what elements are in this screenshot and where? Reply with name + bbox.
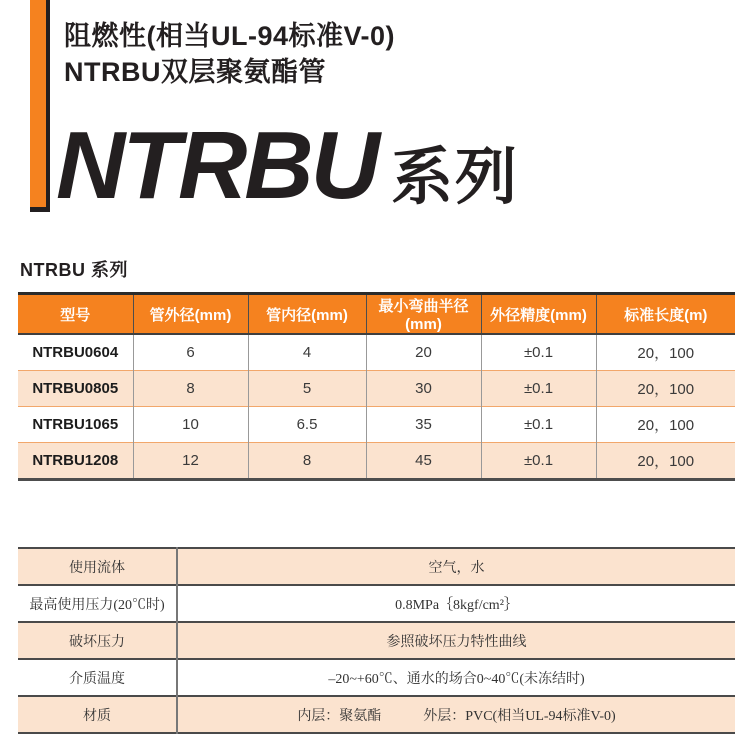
- cell-od-tolerance: ±0.1: [481, 407, 596, 443]
- cell-model: NTRBU0604: [32, 344, 119, 361]
- table-row: [18, 407, 735, 443]
- cell-outer-diameter: 6: [133, 334, 248, 371]
- cell-outer-diameter: 10: [133, 407, 248, 443]
- table-row: [18, 334, 735, 371]
- column-header-min-bend-radius: 最小弯曲半径(mm): [366, 294, 481, 335]
- spec-table-section-title: NTRBU 系列: [20, 260, 128, 280]
- cell-od-tolerance: ±0.1: [481, 371, 596, 407]
- page-title-series-label: 系列: [390, 143, 519, 212]
- header-line-2: NTRBU双层聚氨酯管: [64, 57, 326, 87]
- cell-standard-length: 20，100: [596, 443, 735, 480]
- property-label-max-pressure: 最高使用压力(20℃时): [18, 585, 177, 622]
- cell-inner-diameter: 4: [248, 334, 366, 371]
- cell-od-tolerance: ±0.1: [481, 334, 596, 371]
- cell-model: NTRBU1065: [18, 407, 133, 443]
- property-row: [18, 622, 735, 659]
- table-row: [18, 371, 735, 407]
- property-value-fluid: 空气，水: [177, 548, 735, 585]
- property-value-media-temperature: –20~+60℃、通水的场合0~40℃(未冻结时): [177, 659, 735, 696]
- cell-min-bend-radius: 35: [366, 407, 481, 443]
- property-value-burst-pressure: 参照破坏压力特性曲线: [177, 622, 735, 659]
- property-label-burst-pressure: 破坏压力: [18, 622, 177, 659]
- cell-model: NTRBU1208: [18, 443, 133, 480]
- property-row: [18, 548, 735, 585]
- column-header-inner-diameter: 管内径(mm): [248, 294, 366, 335]
- cell-od-tolerance: ±0.1: [481, 443, 596, 480]
- cell-inner-diameter: 6.5: [248, 407, 366, 443]
- property-label-material: 材质: [18, 696, 177, 733]
- property-row: [18, 585, 735, 622]
- column-header-standard-length: 标准长度(m): [596, 294, 735, 335]
- cell-outer-diameter: 8: [133, 371, 248, 407]
- column-header-outer-diameter: 管外径(mm): [133, 294, 248, 335]
- cell-min-bend-radius: 30: [366, 371, 481, 407]
- cell-standard-length: 20，100: [596, 371, 735, 407]
- spec-table-header-row: [18, 294, 735, 335]
- cell-standard-length: 20，100: [596, 407, 735, 443]
- property-table: [18, 547, 735, 734]
- property-value-max-pressure: 0.8MPa｛8kgf/cm²｝: [177, 585, 735, 622]
- property-row: [18, 696, 735, 733]
- property-value-material: 内层：聚氨酯 外层：PVC(相当UL-94标准V-0): [177, 696, 735, 733]
- column-header-model: 型号: [18, 294, 133, 335]
- spec-table: [18, 292, 735, 481]
- property-label-fluid: 使用流体: [18, 548, 177, 585]
- header-subtitle: [64, 18, 395, 90]
- orange-accent-bar: [30, 0, 50, 212]
- cell-outer-diameter: 12: [133, 443, 248, 480]
- cell-standard-length: 20，100: [596, 334, 735, 371]
- column-header-od-tolerance: 外径精度(mm): [481, 294, 596, 335]
- cell-model: NTRBU0805: [18, 371, 133, 407]
- page-title-series-code: NTRBU: [56, 112, 377, 219]
- cell-min-bend-radius: 20: [366, 334, 481, 371]
- header-line-1: 阻燃性(相当UL-94标准V-0): [64, 21, 396, 51]
- property-label-media-temperature: 介质温度: [18, 659, 177, 696]
- page-title: [56, 112, 519, 219]
- cell-inner-diameter: 5: [248, 371, 366, 407]
- table-row: [18, 443, 735, 480]
- cell-inner-diameter: 8: [248, 443, 366, 480]
- property-row: [18, 659, 735, 696]
- cell-min-bend-radius: 45: [366, 443, 481, 480]
